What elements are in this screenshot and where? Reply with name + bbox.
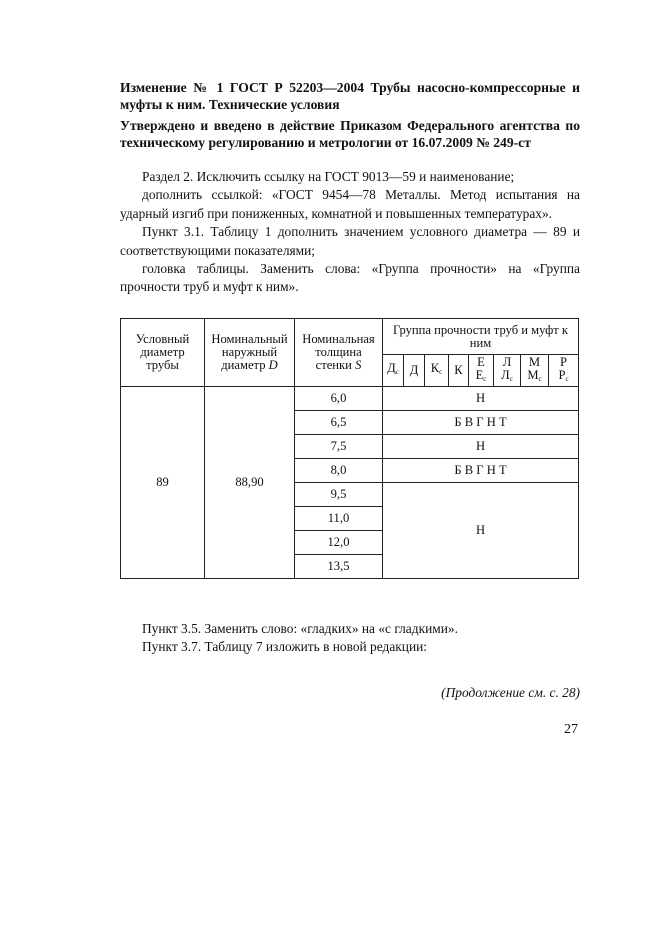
grade-cell [549,355,579,387]
thickness-value: 6,5 [295,411,383,435]
grade-letter: Л [502,354,512,369]
header-strength-group: Группа прочности труб и муфт к ним [383,319,579,355]
continuation-note: (Продолжение см. с. 28) [441,685,580,700]
page-number: 27 [564,722,578,737]
grade-letter: М [527,367,539,382]
thickness-value: 8,0 [295,459,383,483]
grade-letter: К [430,361,440,375]
strength-groups-merged-value: Н [383,483,579,579]
grade-letter: Р [560,354,568,369]
header-outer-diameter-label: Номинальный наружный диаметр [211,332,288,372]
grade-letter: Д [387,361,396,375]
paragraph-add-reference: дополнить ссылкой: «ГОСТ 9454—78 Металлы. Метод испытания на ударный изгиб при пониженных, комнатной и повышенных температурах». [120,187,580,221]
grade-cell [494,355,521,387]
strength-groups-value: Н [383,435,579,459]
grade-subscript: с [439,368,443,376]
paragraph-section-2: Раздел 2. Исключить ссылку на ГОСТ 9013—59 и наименование; [142,169,515,184]
grade-letter: Л [501,367,510,382]
amendment-text [120,168,580,297]
grade-cell [521,355,549,387]
thickness-value: 11,0 [295,507,383,531]
grade-cell [383,355,404,387]
grade-letter: Е [475,367,484,382]
approval-statement: Утверждено и введено в действие Приказом Федерального агентства по техническому регулированию и метрологии от 16.07.2009 № 249-ст [120,118,580,150]
paragraph-table-head: головка таблицы. Заменить слова: «Группа прочности» на «Группа прочности труб и муфт к ним». [120,261,580,295]
amendment-text-continued [120,620,580,657]
thickness-value: 13,5 [295,555,383,579]
grade-subscript: с [565,374,569,383]
header-outer-diameter-symbol: D [268,358,278,372]
header-wall-thickness [295,319,383,387]
grade-letter: Д [409,363,419,377]
grade-subscript: с [538,374,542,383]
grade-letter: М [528,354,541,369]
strength-groups-value: Б В Г Н Т [383,459,579,483]
grade-subscript: с [483,374,487,383]
paragraph-item-3-7: Пункт 3.7. Таблицу 7 изложить в новой редакции: [142,639,428,655]
grade-letter: Р [558,367,566,382]
grade-cell [469,355,494,387]
header-wall-thickness-symbol: S [355,358,362,372]
thickness-value: 6,0 [295,387,383,411]
thickness-value: 9,5 [295,483,383,507]
strength-groups-value: Б В Г Н Т [383,411,579,435]
strength-groups-value: Н [383,387,579,411]
grade-cell [425,355,449,387]
grade-letter: К [454,363,463,377]
outer-diameter-value: 88,90 [205,387,295,579]
conditional-diameter-value: 89 [121,387,205,579]
grade-subscript: с [395,368,399,376]
document-title: Изменение № 1 ГОСТ Р 52203—2004 Трубы насосно-компрессорные и муфты к ним. Технические условия [120,80,580,112]
grade-subscript: с [509,374,513,383]
thickness-value: 7,5 [295,435,383,459]
grade-letter: Е [477,354,485,369]
grade-cell [449,355,469,387]
header-conditional-diameter: Условный диаметр трубы [121,319,205,387]
header-wall-thickness-label: Номинальная толщина стенки [302,332,375,372]
thickness-value: 12,0 [295,531,383,555]
grade-cell [404,355,425,387]
paragraph-item-3-5: Пункт 3.5. Заменить слово: «гладких» на «с гладкими». [142,621,458,636]
header-outer-diameter [205,319,295,387]
pipe-dimensions-table [120,318,579,579]
paragraph-item-3-1: Пункт 3.1. Таблицу 1 дополнить значением условного диаметра — 89 и соответствующими показателями; [120,224,580,258]
